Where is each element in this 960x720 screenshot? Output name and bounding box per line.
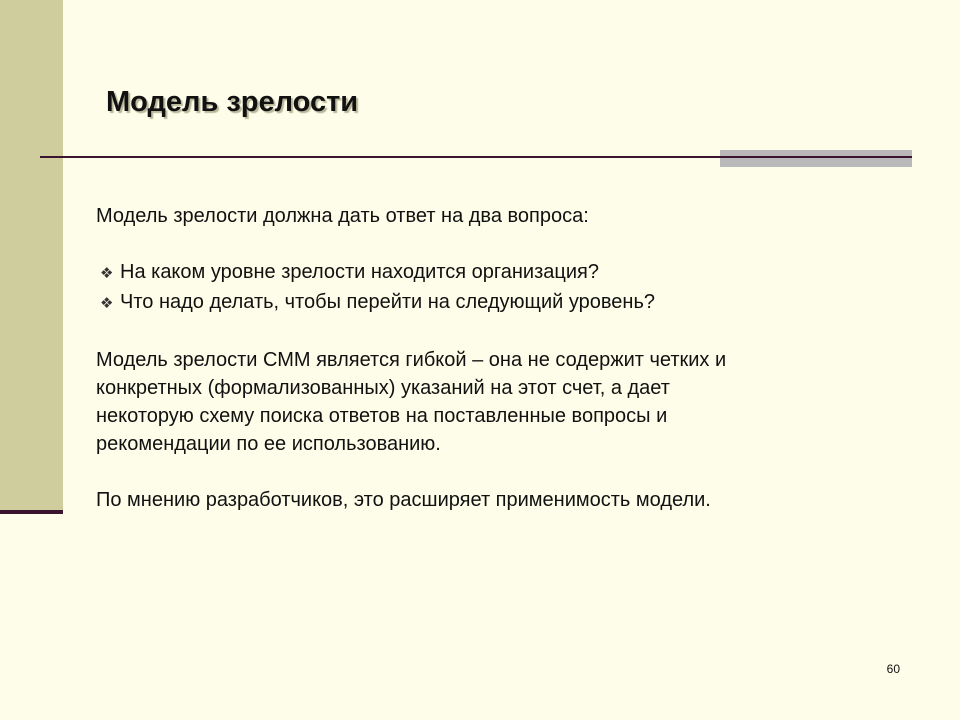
- bullet-item: [96, 288, 896, 318]
- page-number: 60: [886, 662, 900, 676]
- title-rule-accent: [720, 150, 912, 167]
- paragraph-line: конкретных (формализованных) указаний на этот счет, а дает: [96, 377, 670, 399]
- conclusion-text: По мнению разработчиков, это расширяет применимость модели.: [96, 489, 711, 511]
- slide-content: [96, 202, 896, 514]
- diamond-bullet-icon: ❖: [100, 265, 114, 282]
- bullet-item: [96, 258, 896, 288]
- bullet-text: Что надо делать, чтобы перейти на следующий уровень?: [120, 291, 655, 313]
- slide-title: Модель зрелости: [106, 86, 359, 118]
- paragraph-line: некоторую схему поиска ответов на поставленные вопросы и: [96, 405, 668, 427]
- side-band-bottom-line: [0, 510, 63, 514]
- title-rule: [40, 156, 912, 158]
- bullet-text: На каком уровне зрелости находится организация?: [120, 261, 599, 283]
- intro-text: Модель зрелости должна дать ответ на два вопроса:: [96, 205, 589, 227]
- side-band: [0, 0, 63, 512]
- paragraph-line: Модель зрелости СММ является гибкой – она не содержит четких и: [96, 349, 727, 371]
- paragraph-line: рекомендации по ее использованию.: [96, 433, 441, 455]
- diamond-bullet-icon: ❖: [100, 295, 114, 312]
